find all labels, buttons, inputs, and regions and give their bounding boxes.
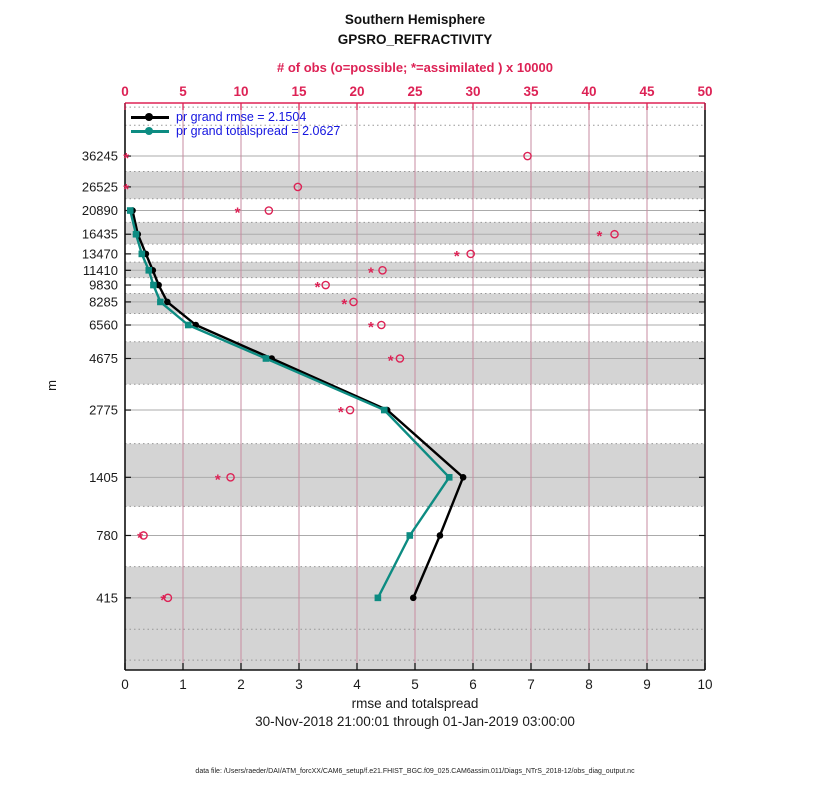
assimilated-obs-marker: * xyxy=(214,471,221,489)
assimilated-obs-marker: * xyxy=(367,264,374,282)
title-line1: Southern Hemisphere xyxy=(344,12,486,27)
x-tick-label: 6 xyxy=(469,677,477,692)
top-tick-label: 25 xyxy=(407,84,423,99)
totalspread-marker xyxy=(127,207,134,214)
assimilated-obs-marker: * xyxy=(160,591,167,609)
top-tick-label: 10 xyxy=(233,84,249,99)
assimilated-obs-marker: * xyxy=(453,247,460,265)
x-tick-label: 0 xyxy=(121,677,129,692)
totalspread-marker xyxy=(375,595,382,602)
legend-marker-rmse xyxy=(145,113,153,121)
top-tick-label: 20 xyxy=(349,84,365,99)
y-tick-label: 1405 xyxy=(89,469,118,485)
top-axis-label: # of obs (o=possible; *=assimilated ) x 10000 xyxy=(277,60,553,75)
totalspread-marker xyxy=(381,407,388,414)
y-tick-label: 9830 xyxy=(89,277,118,293)
x-tick-label: 5 xyxy=(411,677,419,692)
assimilated-obs-marker: * xyxy=(123,180,130,198)
x-tick-label: 1 xyxy=(179,677,187,692)
totalspread-marker xyxy=(406,532,413,539)
y-tick-label: 8285 xyxy=(89,294,118,310)
x-tick-label: 7 xyxy=(527,677,535,692)
rmse-marker xyxy=(460,474,467,481)
date-range-subtitle: 30-Nov-2018 21:00:01 through 01-Jan-2019 03:00:00 xyxy=(255,714,575,729)
y-tick-label: 6560 xyxy=(89,317,118,333)
x-tick-label: 9 xyxy=(643,677,651,692)
rmse-marker xyxy=(410,595,417,602)
legend-label-rmse: pr grand rmse = 2.1504 xyxy=(176,110,307,124)
totalspread-marker xyxy=(185,322,192,329)
assimilated-obs-marker: * xyxy=(337,404,344,422)
assimilated-obs-marker: * xyxy=(234,204,241,222)
assimilated-obs-marker: * xyxy=(314,279,321,297)
top-tick-label: 30 xyxy=(465,84,481,99)
assimilated-obs-marker: * xyxy=(387,352,394,370)
y-axis-label: m xyxy=(43,380,59,391)
y-tick-label: 36245 xyxy=(81,148,118,164)
assimilated-obs-marker: * xyxy=(123,150,130,168)
totalspread-marker xyxy=(133,231,140,238)
top-tick-label: 5 xyxy=(179,84,187,99)
legend-label-totalspread: pr grand totalspread = 2.0627 xyxy=(176,124,341,138)
totalspread-marker xyxy=(263,355,270,362)
x-axis-label: rmse and totalspread xyxy=(351,696,479,711)
y-tick-label: 16435 xyxy=(81,226,118,242)
legend-entry-rmse xyxy=(131,110,340,124)
legend xyxy=(131,110,340,138)
assimilated-obs-marker: * xyxy=(596,228,603,246)
totalspread-marker xyxy=(150,282,157,289)
x-tick-label: 2 xyxy=(237,677,245,692)
y-tick-label: 11410 xyxy=(82,262,118,278)
y-tick-label: 2775 xyxy=(89,402,118,418)
x-tick-label: 10 xyxy=(697,677,713,692)
y-tick-label: 4675 xyxy=(89,350,118,366)
y-tick-label: 415 xyxy=(96,590,118,606)
legend-marker-totalspread xyxy=(145,127,153,135)
totalspread-marker xyxy=(139,251,146,258)
y-tick-label: 20890 xyxy=(81,203,118,219)
title-line2: GPSRO_REFRACTIVITY xyxy=(337,32,493,47)
assimilated-obs-marker: * xyxy=(137,529,144,547)
top-tick-label: 15 xyxy=(291,84,307,99)
top-tick-label: 45 xyxy=(639,84,655,99)
assimilated-obs-marker: * xyxy=(341,295,348,313)
legend-line-sample-totalspread xyxy=(131,124,169,138)
y-tick-label: 780 xyxy=(96,527,118,543)
rmse-marker xyxy=(437,532,444,539)
data-file-path: data file: /Users/raeder/DAI/ATM_forcXX/CAM6_setup/f.e21.FHIST_BGC.f09_025.CAM6assim.011/Diags_NTrS_2018-12/obs_diag_output.nc xyxy=(195,768,635,775)
legend-entry-totalspread xyxy=(131,124,340,138)
top-tick-label: 40 xyxy=(581,84,597,99)
y-tick-label: 13470 xyxy=(81,246,118,262)
top-tick-label: 50 xyxy=(697,84,713,99)
x-tick-label: 3 xyxy=(295,677,303,692)
assimilated-obs-marker: * xyxy=(367,319,374,337)
y-tick-label: 26525 xyxy=(81,179,118,195)
x-tick-label: 8 xyxy=(585,677,593,692)
legend-line-sample-rmse xyxy=(131,110,169,124)
top-tick-label: 35 xyxy=(523,84,539,99)
totalspread-marker xyxy=(446,474,453,481)
totalspread-marker xyxy=(145,267,152,274)
totalspread-marker xyxy=(157,299,164,306)
x-tick-label: 4 xyxy=(353,677,361,692)
top-tick-label: 0 xyxy=(121,84,129,99)
